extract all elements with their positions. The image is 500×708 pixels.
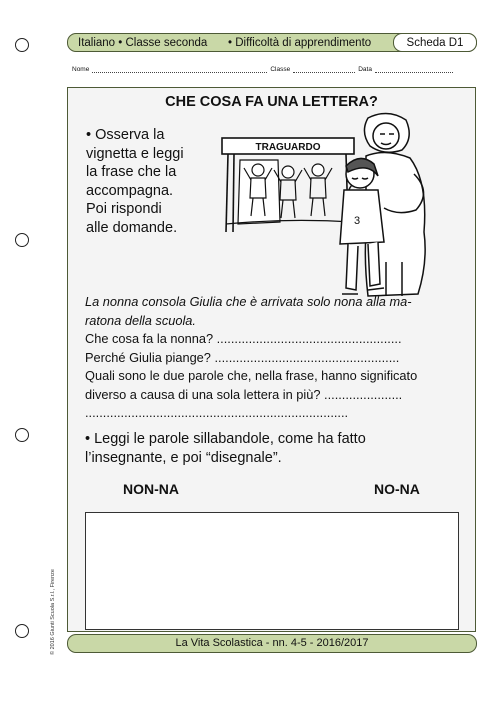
second-instruction bbox=[85, 430, 465, 468]
header-subject: Italiano • Classe seconda bbox=[78, 36, 208, 49]
sheet-label: Scheda D1 bbox=[393, 33, 477, 52]
student-info-row bbox=[72, 66, 474, 73]
exercise-title: CHE COSA FA UNA LETTERA? bbox=[165, 94, 378, 110]
binder-hole-2 bbox=[15, 233, 29, 247]
question-3-answer-line[interactable]: .......................................................................... bbox=[85, 405, 349, 420]
second-instruction-line: • Leggi le parole sillabandole, come ha fatto bbox=[85, 431, 366, 447]
name-field[interactable] bbox=[92, 66, 267, 73]
binder-hole-3 bbox=[15, 428, 29, 442]
name-label: Nome bbox=[72, 66, 90, 73]
binder-hole-4 bbox=[15, 624, 29, 638]
instruction-line: alle domande. bbox=[86, 219, 178, 236]
story-sentence-cont: ratona della scuola. bbox=[85, 312, 196, 328]
question-1[interactable]: Che cosa fa la nonna? .................................................... bbox=[85, 331, 402, 346]
question-2[interactable]: Perché Giulia piange? .................................................... bbox=[85, 349, 400, 365]
banner-text: TRAGUARDO bbox=[255, 142, 321, 153]
page-header bbox=[67, 33, 477, 52]
question-3: Quali sono le due parole che, nella frase, hanno significato bbox=[85, 368, 418, 383]
class-field[interactable] bbox=[293, 66, 355, 73]
class-label: Classe bbox=[270, 66, 291, 73]
word-nona: NO-NA bbox=[374, 481, 420, 497]
instruction-text bbox=[86, 126, 184, 237]
instruction-line: • Osserva la bbox=[86, 127, 165, 143]
binder-hole-1 bbox=[15, 38, 29, 52]
date-label: Data bbox=[358, 66, 372, 73]
instruction-line: Poi rispondi bbox=[86, 201, 162, 217]
instruction-line: vignetta e leggi bbox=[86, 145, 184, 162]
instruction-line: accompagna. bbox=[86, 182, 174, 199]
header-topic: • Difficoltà di apprendimento bbox=[228, 36, 372, 49]
instruction-line: la frase che la bbox=[86, 164, 177, 180]
drawing-area[interactable] bbox=[85, 512, 459, 630]
second-instruction-line: l’insegnante, e poi “disegnale”. bbox=[85, 450, 282, 466]
word-nonna: NON-NA bbox=[123, 481, 179, 497]
svg-text:3: 3 bbox=[354, 215, 361, 227]
page-footer: La Vita Scolastica - nn. 4-5 - 2016/2017 bbox=[67, 634, 477, 653]
story-sentence: La nonna consola Giulia che è arrivata solo nona alla ma- bbox=[85, 294, 412, 309]
date-field[interactable] bbox=[375, 66, 453, 73]
illustration bbox=[218, 112, 468, 302]
story-block bbox=[85, 293, 467, 423]
question-3-answer[interactable]: diverso a causa di una sola lettera in più? ...................... bbox=[85, 386, 403, 402]
copyright-note: © 2016 Giunti Scuola S.r.l., Firenze bbox=[50, 569, 56, 655]
exercise-frame bbox=[67, 87, 476, 632]
runners-drawing bbox=[226, 160, 353, 224]
